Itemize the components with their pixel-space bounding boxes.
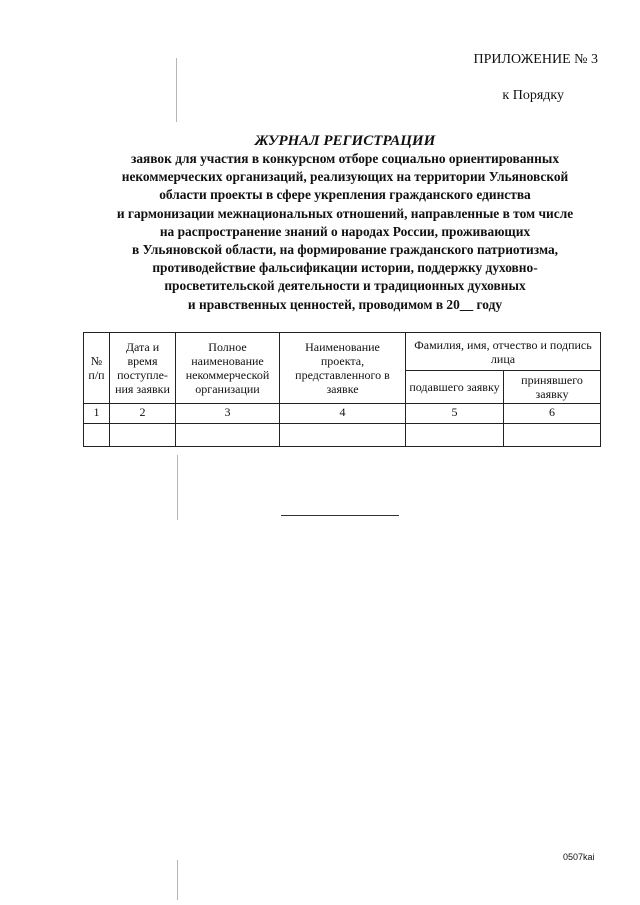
subtitle-line: и нравственных ценностей, проводимом в 20__ году xyxy=(187,296,503,312)
header-person-group: Фамилия, имя, отчество и подпись лица xyxy=(406,333,601,371)
document-code: 0507kai xyxy=(563,852,595,862)
table-cell xyxy=(84,424,110,447)
scan-artifact-middle xyxy=(177,455,178,520)
table-row xyxy=(84,424,601,447)
column-number: 3 xyxy=(176,404,280,424)
journal-title: ЖУРНАЛ РЕГИСТРАЦИИ xyxy=(254,133,436,149)
subtitle-line: просветительской деятельности и традиционных духовных xyxy=(164,278,526,294)
order-reference: к Порядку xyxy=(502,88,564,103)
column-number: 6 xyxy=(504,404,601,424)
table-cell xyxy=(176,424,280,447)
scan-artifact-top xyxy=(176,58,177,122)
table-header-row xyxy=(84,333,601,371)
table-cell xyxy=(406,424,504,447)
column-number: 1 xyxy=(84,404,110,424)
subtitle-line: в Ульяновской области, на формирование гражданского патриотизма, xyxy=(131,242,559,258)
table-cell xyxy=(110,424,176,447)
closing-divider xyxy=(281,515,399,516)
header-number: № п/п xyxy=(84,333,110,404)
table-cell xyxy=(504,424,601,447)
header-submitted: подавшего заявку xyxy=(406,371,504,404)
header-project-name: Наименование проекта, представленного в заявке xyxy=(280,333,406,404)
journal-subtitle xyxy=(0,150,640,314)
table-column-numbers-row xyxy=(84,404,601,424)
subtitle-line: заявок для участия в конкурсном отборе социально ориентированных xyxy=(130,151,560,166)
scan-artifact-bottom xyxy=(177,860,178,900)
header-date: Дата и время поступле-ния заявки xyxy=(110,333,176,404)
header-org-name: Полное наименование некоммерческой организации xyxy=(176,333,280,404)
subtitle-line: области проекты в сфере укрепления гражданского единства xyxy=(159,187,531,203)
table-cell xyxy=(280,424,406,447)
column-number: 5 xyxy=(406,404,504,424)
column-number: 2 xyxy=(110,404,176,424)
subtitle-line: и гармонизации межнациональных отношений, направленные в том числе xyxy=(116,205,574,221)
subtitle-line: на распространение знаний о народах России, проживающих xyxy=(159,223,531,239)
header-received: принявшего заявку xyxy=(504,371,601,404)
registration-journal-table xyxy=(83,332,601,447)
subtitle-line: противодействие фальсификации истории, поддержку духовно- xyxy=(152,260,538,276)
annex-number: ПРИЛОЖЕНИЕ № 3 xyxy=(473,52,598,67)
subtitle-line: некоммерческих организаций, реализующих на территории Ульяновской xyxy=(121,169,569,185)
column-number: 4 xyxy=(280,404,406,424)
